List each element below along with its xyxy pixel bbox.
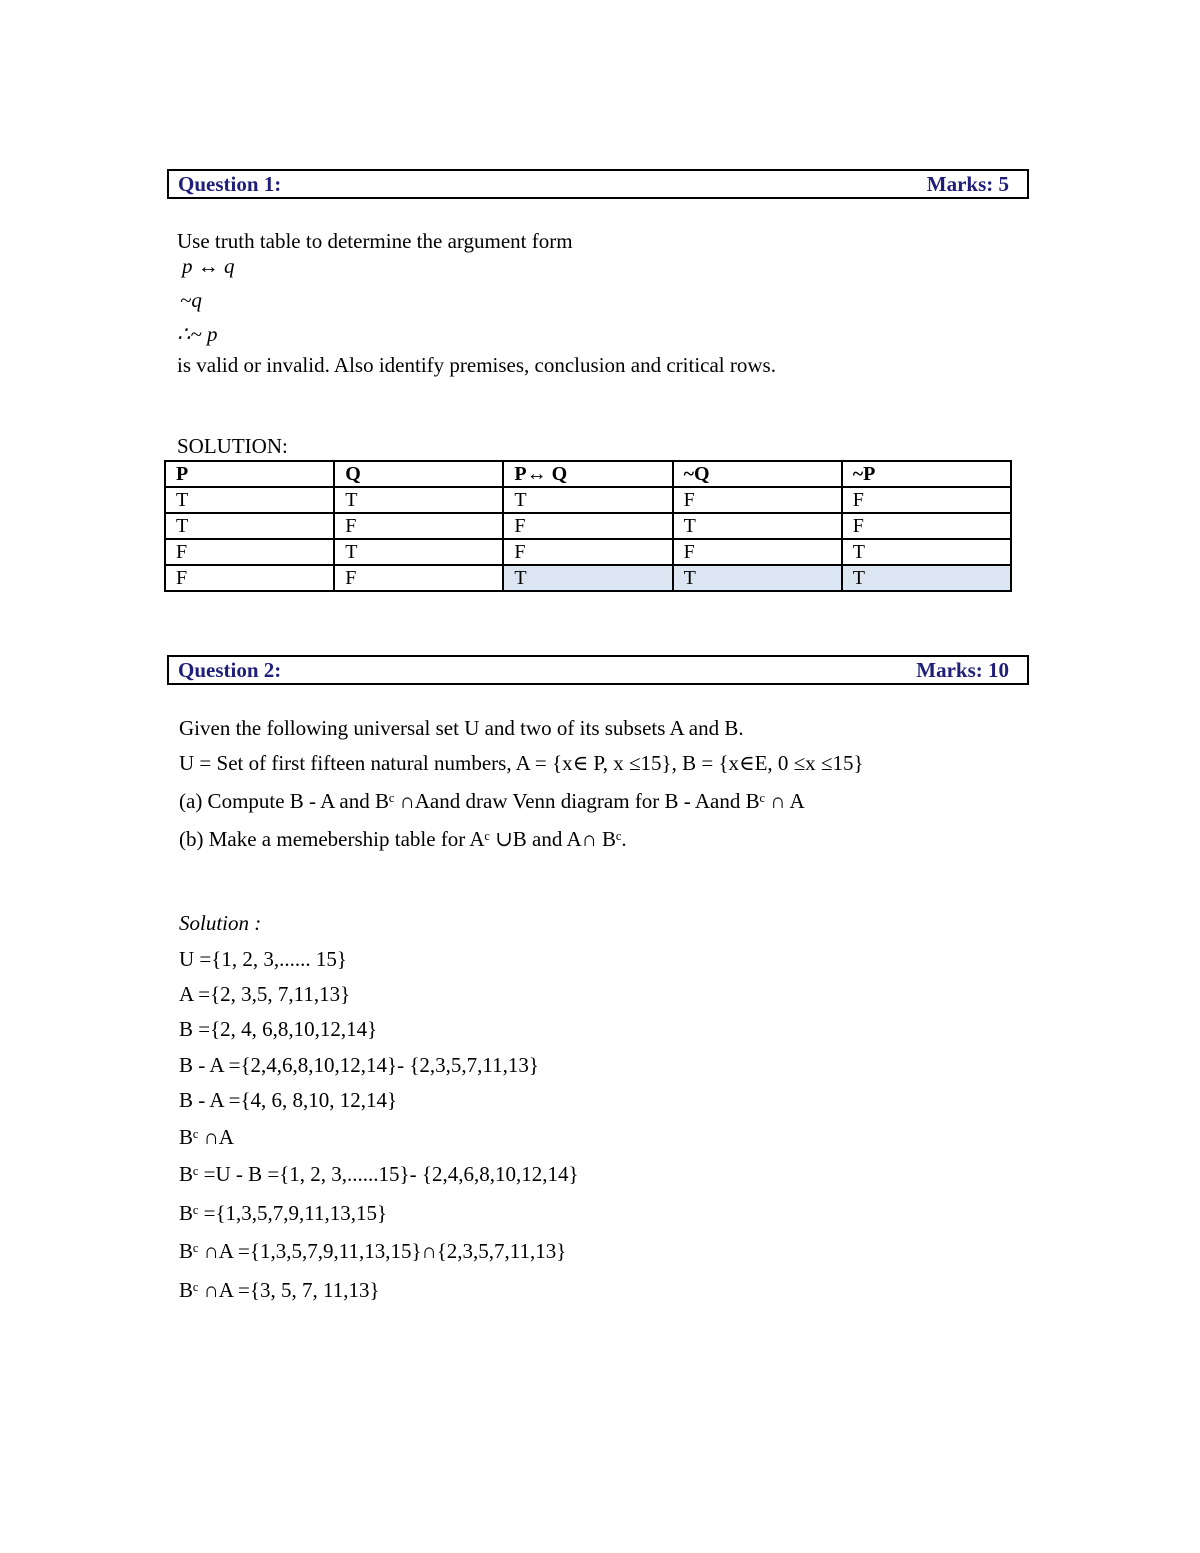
solution-line: B ={2, 4, 6,8,10,12,14} — [179, 1017, 378, 1041]
header-not-p: ~P — [842, 461, 1011, 487]
question-1-label: Question 1: — [178, 171, 282, 196]
solution-line: Bᶜ ={1,3,5,7,9,11,13,15} — [179, 1201, 388, 1225]
question-2-line-3: (a) Compute B - A and Bᶜ ∩Aand draw Venn diagram for B - Aand Bᶜ ∩ A — [179, 789, 805, 813]
table-cell: F — [334, 565, 503, 591]
solution-line: B - A ={4, 6, 8,10, 12,14} — [179, 1088, 398, 1112]
table-cell: F — [673, 487, 842, 513]
table-cell: F — [165, 565, 334, 591]
solution-line: Bᶜ ∩A ={1,3,5,7,9,11,13,15}∩{2,3,5,7,11,13} — [179, 1239, 567, 1263]
question-1-prompt: Use truth table to determine the argument form — [177, 229, 573, 253]
solution-label: SOLUTION: — [177, 434, 288, 458]
question-1-marks: Marks: 5 — [926, 171, 1009, 196]
table-cell: F — [165, 539, 334, 565]
table-cell: F — [842, 513, 1011, 539]
table-row — [165, 539, 1011, 565]
header-not-q: ~Q — [673, 461, 842, 487]
critical-row — [165, 565, 1011, 591]
question-2-header — [167, 655, 1029, 685]
question-2-marks: Marks: 10 — [916, 657, 1009, 682]
table-cell: F — [842, 487, 1011, 513]
truth-table-header-row — [165, 461, 1011, 487]
table-cell: T — [334, 487, 503, 513]
highlighted-cell: T — [673, 565, 842, 591]
question-2-line-4: (b) Make a memebership table for Aᶜ ∪B and A∩ Bᶜ. — [179, 827, 627, 851]
conclusion: ∴~ p — [177, 322, 218, 346]
question-2-label: Question 2: — [178, 657, 282, 682]
solution-line: U ={1, 2, 3,...... 15} — [179, 947, 347, 971]
table-row — [165, 487, 1011, 513]
solution-line: Bᶜ ∩A ={3, 5, 7, 11,13} — [179, 1278, 380, 1302]
table-cell: T — [165, 487, 334, 513]
question-2-line-1: Given the following universal set U and two of its subsets A and B. — [179, 716, 744, 740]
table-cell: T — [503, 487, 672, 513]
header-p: P — [165, 461, 334, 487]
header-p-iff-q: P↔ Q — [503, 461, 672, 487]
solution-line: Bᶜ =U - B ={1, 2, 3,......15}- {2,4,6,8,10,12,14} — [179, 1162, 579, 1186]
solution-line: Bᶜ ∩A — [179, 1125, 234, 1149]
premise-1: p ↔ q — [182, 254, 235, 278]
table-cell: F — [334, 513, 503, 539]
table-cell: T — [842, 539, 1011, 565]
question-2-line-2: U = Set of first fifteen natural numbers, A = {x∈ P, x ≤15}, B = {x∈E, 0 ≤x ≤15} — [179, 751, 864, 775]
solution-line: B - A ={2,4,6,8,10,12,14}- {2,3,5,7,11,13} — [179, 1053, 539, 1077]
table-cell: T — [165, 513, 334, 539]
table-cell: F — [673, 539, 842, 565]
table-cell: T — [334, 539, 503, 565]
table-cell: F — [503, 513, 672, 539]
question-1-header — [167, 169, 1029, 199]
table-cell: F — [503, 539, 672, 565]
header-q: Q — [334, 461, 503, 487]
question-1-prompt-2: is valid or invalid. Also identify premises, conclusion and critical rows. — [177, 353, 776, 377]
solution-2-label: Solution : — [179, 911, 262, 935]
highlighted-cell: T — [842, 565, 1011, 591]
highlighted-cell: T — [503, 565, 672, 591]
table-cell: T — [673, 513, 842, 539]
truth-table — [164, 460, 1012, 592]
premise-2: ~q — [180, 288, 202, 312]
solution-line: A ={2, 3,5, 7,11,13} — [179, 982, 351, 1006]
table-row — [165, 513, 1011, 539]
